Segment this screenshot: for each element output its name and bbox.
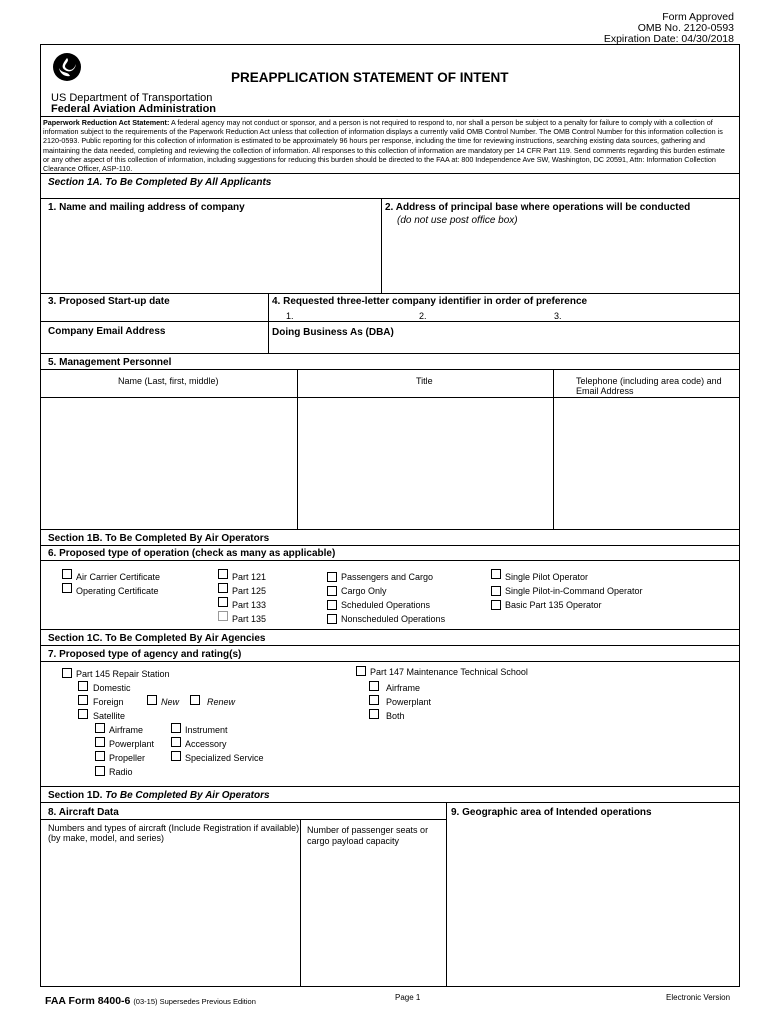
section-1a-title: Section 1A. To Be Completed By All Applicants [48, 177, 272, 188]
rating-powerplant-label: Powerplant [109, 739, 155, 749]
new-checkbox[interactable] [147, 695, 157, 705]
agency-admin: Federal Aviation Administration [51, 103, 217, 115]
field-2-label: 2. Address of principal base where operations will be conducted [385, 202, 691, 213]
section-1b-title: Section 1B. To Be Completed By Air Operators [48, 533, 270, 544]
field-5-label: 5. Management Personnel [48, 357, 172, 368]
foreign-checkbox[interactable] [78, 695, 88, 705]
part-145-label: Part 145 Repair Station [76, 669, 170, 679]
renew-label: Renew [207, 697, 236, 707]
p147-airframe-label: Airframe [386, 683, 421, 693]
form-number [45, 995, 256, 1007]
part-121-checkbox[interactable] [218, 569, 228, 579]
operating-cert-label: Operating Certificate [76, 586, 159, 596]
part-125-checkbox[interactable] [218, 583, 228, 593]
divider [40, 560, 740, 561]
aircraft-col-header-2: (by make, model, and series) [48, 833, 165, 843]
domestic-label: Domestic [93, 683, 131, 693]
part-121-label: Part 121 [232, 572, 267, 582]
foreign-label: Foreign [93, 697, 124, 707]
new-label: New [161, 697, 180, 707]
single-pic-label: Single Pilot-in-Command Operator [505, 586, 643, 596]
air-carrier-checkbox[interactable] [62, 569, 72, 579]
rating-airframe-label: Airframe [109, 725, 144, 735]
part-133-label: Part 133 [232, 600, 267, 610]
divider [40, 819, 446, 820]
divider [40, 802, 740, 803]
omb-number: OMB No. 2120-0593 [637, 22, 734, 34]
form-id: FAA Form 8400-6 [45, 995, 131, 1007]
divider [40, 786, 740, 787]
identifier-2: 2. [419, 311, 427, 321]
field-9-label: 9. Geographic area of Intended operations [451, 807, 652, 818]
form-approved: Form Approved [662, 11, 734, 23]
dba-label: Doing Business As (DBA) [272, 327, 394, 338]
pax-cargo-label: Passengers and Cargo [341, 572, 434, 582]
divider [40, 645, 740, 646]
p147-both-label: Both [386, 711, 405, 721]
rating-accessory-label: Accessory [185, 739, 227, 749]
divider [40, 173, 740, 174]
email-label: Company Email Address [48, 326, 166, 337]
rating-radio-label: Radio [109, 767, 133, 777]
divider [40, 629, 740, 630]
p147-both-checkbox[interactable] [369, 709, 379, 719]
divider [297, 369, 298, 529]
field-1-label: 1. Name and mailing address of company [48, 202, 245, 213]
col-name-header: Name (Last, first, middle) [118, 376, 219, 386]
satellite-label: Satellite [93, 711, 126, 721]
field-7-label: 7. Proposed type of agency and rating(s) [48, 649, 242, 660]
divider [40, 293, 740, 294]
capacity-col-header: Number of passenger seats or [307, 825, 429, 835]
paperwork-reduction-statement [43, 118, 733, 173]
divider [40, 353, 740, 354]
field-3-label: 3. Proposed Start-up date [48, 296, 170, 307]
section-1d-title [48, 790, 270, 801]
rating-propeller-checkbox[interactable] [95, 751, 105, 761]
field-2-note: (do not use post office box) [397, 215, 518, 226]
rating-airframe-checkbox[interactable] [95, 723, 105, 733]
capacity-col-header-2: cargo payload capacity [307, 836, 400, 846]
electronic-version: Electronic Version [666, 993, 731, 1002]
part-147-checkbox[interactable] [356, 666, 366, 676]
aircraft-col-header: Numbers and types of aircraft (Include Registration if available) [48, 823, 300, 833]
col-phone-header-2: Email Address [576, 386, 634, 396]
page-number: Page 1 [395, 993, 421, 1002]
rating-powerplant-checkbox[interactable] [95, 737, 105, 747]
nonscheduled-label: Nonscheduled Operations [341, 614, 446, 624]
agency-dept: US Department of Transportation [51, 92, 213, 104]
domestic-checkbox[interactable] [78, 681, 88, 691]
divider [40, 321, 740, 322]
section-1d-text: To Be Completed By Air Operators [105, 790, 270, 801]
part-133-checkbox[interactable] [218, 597, 228, 607]
col-title-header: Title [416, 376, 433, 386]
part-125-label: Part 125 [232, 586, 267, 596]
divider [381, 198, 382, 293]
divider [40, 369, 740, 370]
single-pilot-checkbox[interactable] [491, 569, 501, 579]
section-1d-number: Section 1D. [48, 790, 103, 801]
basic-135-checkbox[interactable] [491, 600, 501, 610]
expiration-date: Expiration Date: 04/30/2018 [603, 33, 734, 45]
pra-body: A federal agency may not conduct or sponsor, and a person is not required to respond to, nor shall a person be subject to a penalty for failure to comply with a collection of information subject to the requirements of the Paperwork Reduction Act unless that collection of information displays a currently valid OMB Control Number. The OMB Control Number for this information collection is 2120-0593. Public reporting for this collection of information is estimated to be approximately 96 hours per response, including the time for reviewing instructions, searching existing data sources, gathering and maintaining the data needed, completing and reviewing the collection of information. All responses to this collection of information are mandatory per 14 CFR Part 119. Send comments regarding this burden estimate or any other aspect of this collection of information, including suggestions for reducing this burden should be directed to the FAA at: 800 Independence Ave SW, Washington, DC 20591, Attn: Information Collection Clearance Officer, ASP-110. [43, 118, 725, 174]
rating-specialized-label: Specialized Service [185, 753, 264, 763]
divider [446, 802, 447, 987]
page-title: PREAPPLICATION STATEMENT OF INTENT [231, 70, 509, 85]
rating-accessory-checkbox[interactable] [171, 737, 181, 747]
divider [40, 545, 740, 546]
field-6-label: 6. Proposed type of operation (check as many as applicable) [48, 548, 336, 559]
p147-powerplant-label: Powerplant [386, 697, 432, 707]
rating-propeller-label: Propeller [109, 753, 146, 763]
satellite-checkbox[interactable] [78, 709, 88, 719]
dot-logo-icon [52, 52, 82, 82]
divider [40, 529, 740, 530]
divider [40, 661, 740, 662]
renew-checkbox[interactable] [190, 695, 200, 705]
nonscheduled-checkbox[interactable] [327, 614, 337, 624]
divider [40, 116, 740, 117]
section-1c-title: Section 1C. To Be Completed By Air Agencies [48, 633, 266, 644]
rating-instrument-label: Instrument [185, 725, 228, 735]
part-135-label: Part 135 [232, 614, 267, 624]
basic-135-label: Basic Part 135 Operator [505, 600, 602, 610]
divider [553, 369, 554, 529]
identifier-3: 3. [554, 311, 562, 321]
divider [40, 397, 740, 398]
field-8-label: 8. Aircraft Data [48, 807, 119, 818]
divider [40, 198, 740, 199]
part-145-checkbox[interactable] [62, 668, 72, 678]
cargo-only-checkbox[interactable] [327, 586, 337, 596]
cargo-only-label: Cargo Only [341, 586, 387, 596]
scheduled-checkbox[interactable] [327, 600, 337, 610]
single-pilot-label: Single Pilot Operator [505, 572, 589, 582]
scheduled-label: Scheduled Operations [341, 600, 431, 610]
field-4-label: 4. Requested three-letter company identifier in order of preference [272, 296, 588, 307]
pra-heading: Paperwork Reduction Act Statement: [43, 118, 170, 127]
p147-powerplant-checkbox[interactable] [369, 695, 379, 705]
operating-cert-checkbox[interactable] [62, 583, 72, 593]
rating-specialized-checkbox[interactable] [171, 751, 181, 761]
pax-cargo-checkbox[interactable] [327, 572, 337, 582]
divider [268, 293, 269, 353]
part-147-label: Part 147 Maintenance Technical School [370, 667, 528, 677]
air-carrier-label: Air Carrier Certificate [76, 572, 161, 582]
rating-radio-checkbox[interactable] [95, 766, 105, 776]
single-pic-checkbox[interactable] [491, 586, 501, 596]
p147-airframe-checkbox[interactable] [369, 681, 379, 691]
part-135-checkbox[interactable] [218, 611, 228, 621]
identifier-1: 1. [286, 311, 294, 321]
col-phone-header: Telephone (including area code) and [576, 376, 722, 386]
form-edition: (03-15) Supersedes Previous Edition [133, 997, 256, 1006]
rating-instrument-checkbox[interactable] [171, 723, 181, 733]
divider [300, 819, 301, 987]
